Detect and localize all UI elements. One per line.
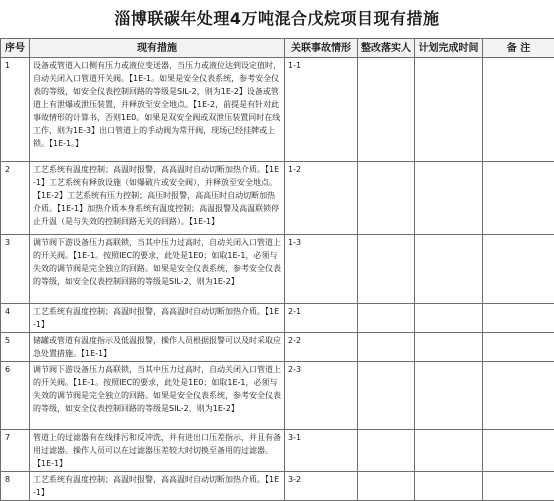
table-header-row: [1, 39, 554, 58]
measures-table: [0, 38, 554, 501]
row-plan-time[interactable]: [415, 235, 483, 304]
row-remark[interactable]: [483, 430, 554, 472]
table-row: [1, 430, 554, 472]
row-seq: 6: [1, 362, 30, 430]
row-measure: 调节阀下游设备压力高联锁，当其中压力过高时，自动关闭入口管道上的开关阀。【1E-1。按照IEC的要求，此处是1E0；如取1E-1，必须与失效的调节阀是完全独立的回路。如果是安全仪表系统，参考安全仪表的等级，如安全仪表控制回路的等级是SIL-2，则为1E-2】: [30, 235, 285, 304]
row-measure: 设备或管道入口侧有压力或液位变送器，当压力或液位达到设定值时，自动关闭入口管道开关阀。【1E-1。如果是安全仪表系统，参考安全仪表的等级，如安全仪表控制回路的等级是SIL-2，则为1E-2】设备或管道上有泄爆或泄压装置，并释放至安全地点。【1E-2，前提是有针对此事故情形的计算书，否则1E0。如果是双安全阀或双泄压装置同时在线工作，则为1E-3】出口管道上的手动阀为常开阀，现场已经挂牌或上锁。【1E-1。】: [30, 58, 285, 162]
row-seq: 8: [1, 472, 30, 501]
table-row: [1, 333, 554, 362]
row-responsible[interactable]: [358, 430, 415, 472]
row-measure: 管道上的过滤器有在线排污和反冲洗，并有进出口压差指示，并且有备用过滤器。操作人员可以在过滤器压差较大时切换至备用的过滤器。【1E-1】: [30, 430, 285, 472]
row-responsible[interactable]: [358, 472, 415, 501]
row-responsible[interactable]: [358, 58, 415, 162]
table-row: [1, 472, 554, 501]
row-plan-time[interactable]: [415, 430, 483, 472]
table-row: [1, 235, 554, 304]
row-accident: 3-1: [285, 430, 358, 472]
row-seq: 4: [1, 304, 30, 333]
header-measure: 现有措施: [30, 39, 285, 58]
row-remark[interactable]: [483, 362, 554, 430]
row-accident: 2-3: [285, 362, 358, 430]
row-plan-time[interactable]: [415, 162, 483, 235]
row-responsible[interactable]: [358, 162, 415, 235]
row-accident: 2-2: [285, 333, 358, 362]
table-row: [1, 162, 554, 235]
row-accident: 1-1: [285, 58, 358, 162]
row-remark[interactable]: [483, 472, 554, 501]
header-responsible: 整改落实人: [358, 39, 415, 58]
row-seq: 5: [1, 333, 30, 362]
row-remark[interactable]: [483, 58, 554, 162]
row-remark[interactable]: [483, 304, 554, 333]
row-responsible[interactable]: [358, 333, 415, 362]
row-plan-time[interactable]: [415, 472, 483, 501]
row-measure: 工艺系统有温度控制；高温时报警，高高温时自动切断加热介质。【1E-1】: [30, 304, 285, 333]
row-plan-time[interactable]: [415, 333, 483, 362]
row-measure: 储罐或管道有温度指示及低温报警，操作人员根据报警可以及时采取应急处置措施。【1E-1】: [30, 333, 285, 362]
table-row: [1, 362, 554, 430]
row-responsible[interactable]: [358, 304, 415, 333]
row-accident: 2-1: [285, 304, 358, 333]
row-seq: 3: [1, 235, 30, 304]
row-responsible[interactable]: [358, 362, 415, 430]
row-measure: 调节阀下游设备压力高联锁，当其中压力过高时，自动关闭入口管道上的开关阀。【1E-1。按照IEC的要求，此处是1E0；如取1E-1，必须与失效的调节阀是完全独立的回路。如果是安全仪表系统，参考安全仪表的等级，如安全仪表控制回路的等级是SIL-2，则为1E-2】: [30, 362, 285, 430]
header-accident: 关联事故情形: [285, 39, 358, 58]
row-seq: 1: [1, 58, 30, 162]
row-plan-time[interactable]: [415, 362, 483, 430]
row-plan-time[interactable]: [415, 58, 483, 162]
header-plan-time: 计划完成时间: [415, 39, 483, 58]
row-accident: 1-3: [285, 235, 358, 304]
row-measure: 工艺系统有温度控制；高温时报警，高高温时自动切断加热介质。【1E-1】: [30, 472, 285, 501]
header-seq: 序号: [1, 39, 30, 58]
row-plan-time[interactable]: [415, 304, 483, 333]
row-seq: 2: [1, 162, 30, 235]
row-accident: 3-2: [285, 472, 358, 501]
table-row: [1, 304, 554, 333]
row-responsible[interactable]: [358, 235, 415, 304]
table-row: [1, 58, 554, 162]
row-remark[interactable]: [483, 162, 554, 235]
row-remark[interactable]: [483, 333, 554, 362]
row-remark[interactable]: [483, 235, 554, 304]
row-measure: 工艺系统有温度控制；高温时报警，高高温时自动切断加热介质。【1E-1】工艺系统有释放设施（如爆破片或安全阀），并释放至安全地点。【1E-2】工艺系统有压力控制；高压时报警，高高压时自动切断加热介质。【1E-1】加热介质本身系统有温度控制；高温报警及高温联锁停止升温（是与失效的控制回路无关的回路）。【1E-1】: [30, 162, 285, 235]
row-seq: 7: [1, 430, 30, 472]
header-remark: 备 注: [483, 39, 554, 58]
page-title: 淄博联碳年处理4万吨混合戊烷项目现有措施: [0, 0, 554, 38]
row-accident: 1-2: [285, 162, 358, 235]
